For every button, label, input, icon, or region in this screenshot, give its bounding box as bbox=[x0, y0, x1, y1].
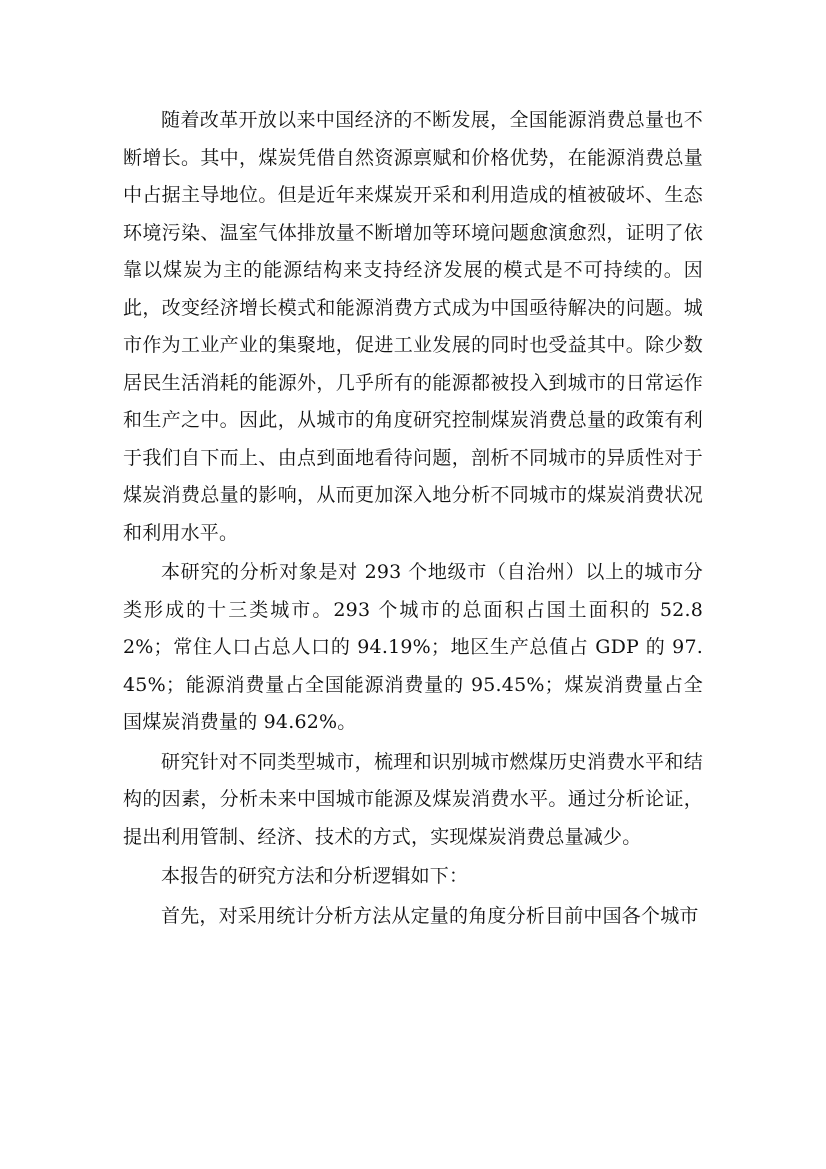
paragraph-method-first-step: 首先，对采用统计分析方法从定量的角度分析目前中国各个城市 bbox=[161, 904, 699, 927]
document-body bbox=[123, 102, 703, 935]
paragraph-energy-background: 随着改革开放以来中国经济的不断发展，全国能源消费总量也不断增长。其中，煤炭凭借自然资源禀赋和价格优势，在能源消费总量中占据主导地位。但是近年来煤炭开采和利用造成的植被破坏、生态环境污染、温室气体排放量不断增加等环境问题愈演愈烈，证明了依靠以煤炭为主的能源结构来支持经济发展的模式是不可持续的。因此，改变经济增长模式和能源消费方式成为中国亟待解决的问题。城市作为工业产业的集聚地，促进工业发展的同时也受益其中。除少数居民生活消耗的能源外，几乎所有的能源都被投入到城市的日常运作和生产之中。因此，从城市的角度研究控制煤炭消费总量的政策有利于我们自下而上、由点到面地看待问题，剖析不同城市的异质性对于煤炭消费总量的影响，从而更加深入地分析不同城市的煤炭消费状况和利用水平。 bbox=[123, 109, 703, 544]
paragraph-method-intro: 本报告的研究方法和分析逻辑如下： bbox=[161, 865, 469, 887]
paragraph-research-objective: 研究针对不同类型城市，梳理和识别城市燃煤历史消费水平和结构的因素，分析未来中国城市能源及煤炭消费水平。通过分析论证，提出利用管制、经济、技术的方式，实现煤炭消费总量减少。 bbox=[123, 750, 703, 848]
paragraph-research-scope: 本研究的分析对象是对 293 个地级市（自治州）以上的城市分类形成的十三类城市。293 个城市的总面积占国土面积的 52.82%；常住人口占总人口的 94.19%；地区生产总值占 GDP 的 97.45%；能源消费量占全国能源消费量的 95.45%；煤炭消费量占全国煤炭消费量的 94.62%。 bbox=[123, 561, 703, 733]
